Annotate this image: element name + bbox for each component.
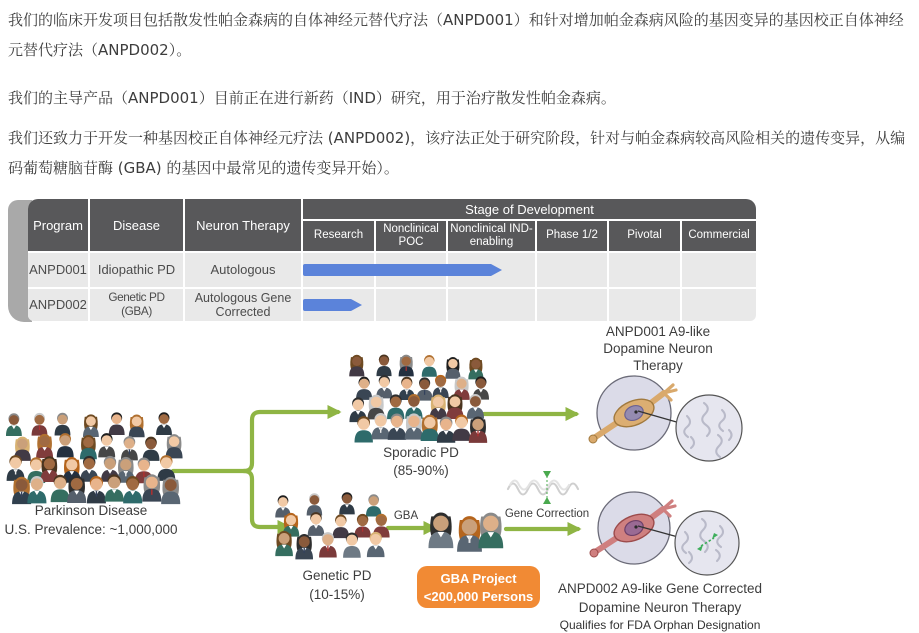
row2-stage-cell [448, 289, 535, 321]
paragraph-lead-product: 我们的主导产品（ANPD001）目前正在进行新药（IND）研究，用于治疗散发性帕金森病。 [8, 89, 616, 107]
label-anpd001-line1: ANPD001 A9-like [605, 324, 711, 339]
person [98, 433, 115, 457]
person [376, 354, 391, 376]
person [109, 412, 125, 435]
label-sporadic-pct: (85-90%) [393, 463, 449, 478]
row2-therapy: Autologous Gene Corrected [185, 289, 301, 321]
person [129, 415, 145, 438]
label-anpd001-line2: Dopamine Neuron [603, 341, 713, 356]
dna-gene-correction-icon [508, 471, 578, 504]
person [308, 512, 325, 536]
anpd002-chromatin-circle [675, 511, 739, 575]
row1-program: ANPD001 [28, 253, 88, 287]
anpd001-chromatin-circle [676, 395, 742, 461]
row2-disease: Genetic PD (GBA) [90, 289, 183, 321]
person [143, 437, 160, 461]
column-header-disease: Disease [90, 199, 183, 251]
person [333, 514, 350, 538]
development-stage-table [28, 199, 756, 321]
person [421, 415, 439, 441]
label-us-prevalence: U.S. Prevalence: ~1,000,000 [4, 522, 178, 537]
stage-header-phase-1-2: Phase 1/2 [537, 221, 607, 251]
row1-stage-cell [609, 253, 680, 287]
row1-stage-cell [537, 253, 607, 287]
paragraph-gene-therapy: 我们还致力于开发一种基因校正自体神经元疗法 (ANPD002)，该疗法正处于研究阶段，针对与帕金森病较高风险相关的遗传变异，从编码葡萄糖脑苷酶 (GBA) 的基因中最常见的遗传变异开始）。 [8, 129, 906, 177]
label-anpd002-line1: ANPD002 A9-like Gene Corrected [557, 581, 763, 596]
person [36, 434, 53, 458]
row2-program: ANPD002 [28, 289, 88, 321]
person [428, 513, 453, 549]
row1-therapy: Autologous [185, 253, 301, 287]
stage-header-pivotal: Pivotal [609, 221, 680, 251]
gba-project-box [417, 566, 540, 608]
label-parkinson-disease: Parkinson Disease [34, 503, 148, 518]
person [478, 513, 503, 549]
anpd002-neuron-illustration [590, 492, 675, 564]
person [457, 516, 482, 552]
label-gene-correction: Gene Correction [504, 508, 590, 520]
stage-of-development-header: Stage of Development [303, 199, 756, 219]
person [468, 358, 483, 380]
person [83, 414, 99, 437]
stage-header-research: Research [303, 221, 374, 251]
person [366, 494, 381, 516]
person [157, 455, 175, 481]
column-header-therapy: Neuron Therapy [185, 199, 301, 251]
row2-stage-cell [682, 289, 756, 321]
person [80, 435, 97, 459]
stage-header-ind-enabling: Nonclinical IND-enabling [448, 221, 535, 251]
row1-stage-cell [682, 253, 756, 287]
label-fda-orphan-designation: Qualifies for FDA Orphan Designation [559, 618, 761, 632]
person [67, 476, 86, 503]
stage-header-nonclinical-poc: Nonclinical POC [376, 221, 446, 251]
person [156, 412, 172, 435]
person [121, 436, 138, 460]
column-header-program: Program [28, 199, 88, 251]
stage-header-commercial: Commercial [682, 221, 756, 251]
anpd001-neuron-illustration [589, 376, 676, 450]
label-genetic-pd: Genetic PD [302, 568, 372, 583]
person [445, 357, 460, 379]
row2-stage-cell [609, 289, 680, 321]
progress-arrow-0 [303, 264, 502, 276]
gba-box-line1: GBA Project [440, 571, 517, 586]
person [6, 413, 22, 436]
person [161, 477, 180, 504]
person [399, 355, 414, 377]
person [339, 492, 354, 514]
person [275, 531, 293, 556]
label-genetic-pct: (10-15%) [309, 587, 365, 602]
crowd-sporadic-pd [349, 354, 489, 442]
person [405, 413, 423, 439]
paragraph-intro: 我们的临床开发项目包括散发性帕金森病的自体神经元替代疗法（ANPD001）和针对增加帕金森病风险的基因变异的基因校正自体神经元替代疗法（ANPD002）。 [8, 11, 904, 59]
person [32, 413, 48, 436]
row2-stage-cell [537, 289, 607, 321]
label-sporadic-pd: Sporadic PD [383, 445, 459, 460]
crowd-parkinson-population [6, 412, 183, 504]
person [55, 413, 71, 436]
person [57, 433, 74, 457]
person [376, 375, 392, 398]
person [166, 434, 183, 458]
person [142, 474, 161, 501]
label-anpd002-line2: Dopamine Neuron Therapy [578, 600, 742, 615]
person [354, 514, 371, 538]
crowd-gba-project [428, 513, 503, 552]
person [356, 377, 372, 400]
person [349, 355, 364, 377]
label-anpd001-line3: Therapy [633, 358, 683, 373]
person [307, 493, 322, 515]
row2-stage-cell [376, 289, 446, 321]
row1-disease: Idiopathic PD [90, 253, 183, 287]
crowd-genetic-pd [275, 492, 389, 559]
person [422, 355, 437, 377]
gba-box-line2: <200,000 Persons [423, 589, 534, 604]
person [469, 417, 487, 443]
progress-arrow-1 [303, 299, 362, 311]
label-gba-arrow: GBA [393, 510, 419, 522]
person [295, 534, 313, 559]
